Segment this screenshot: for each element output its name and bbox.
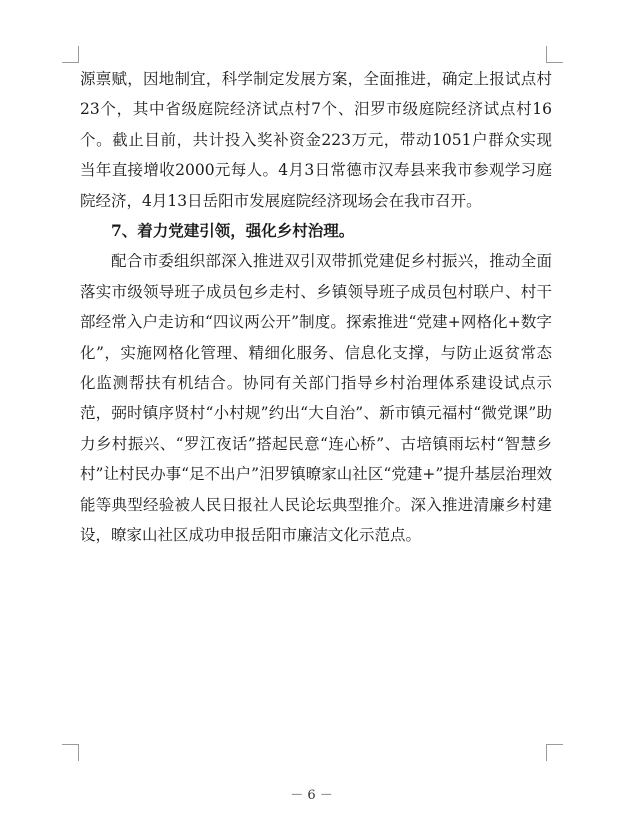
paragraph-rural-governance: 配合市委组织部深入推进双引双带抓党建促乡村振兴，推动全面落实市级领导班子成员包乡走村、乡镇领导班子成员包村联户、村干部经常入户走访和“四议两公开”制度。探索推进“党建+网格化+数字化”，实施网格化管理、精细化服务、信息化支撑，与防止返贫常态化监测帮扶有机结合。协同有关部门指导乡村治理体系建设试点示范，弼时镇序贤村“小村规”约出“大自治”、新市镇元福村“微党课”助力乡村振兴、“罗江夜话”搭起民意“连心桥”、古培镇雨坛村“智慧乡村”让村民办事“足不出户”汨罗镇暸家山社区“党建+”提升基层治理效能等典型经验被人民日报社人民论坛典型推介。深入推进清廉乡村建设，暸家山社区成功申报岳阳市廉洁文化示范点。 — [80, 252, 552, 545]
crop-mark-top-left — [62, 46, 79, 63]
crop-mark-bottom-right — [546, 744, 563, 761]
page-number: － 6 － — [290, 788, 333, 803]
crop-mark-top-right — [546, 46, 563, 63]
crop-mark-bottom-left — [62, 744, 79, 761]
body-text — [80, 64, 552, 551]
section-heading-party-building: 7、着力党建引领，强化乡村治理。 — [111, 221, 355, 241]
paragraph-courtyard-economy: 源禀赋，因地制宜，科学制定发展方案，全面推进，确定上报试点村23个，其中省级庭院经济试点村7个、汨罗市级庭院经济试点村16个。截止目前，共计投入奖补资金223万元，带动1051户群众实现当年直接增收2000元每人。4月3日常德市汉寿县来我市参观学习庭院经济，4月13日岳阳市发展庭院经济现场会在我市召开。 — [80, 70, 552, 210]
